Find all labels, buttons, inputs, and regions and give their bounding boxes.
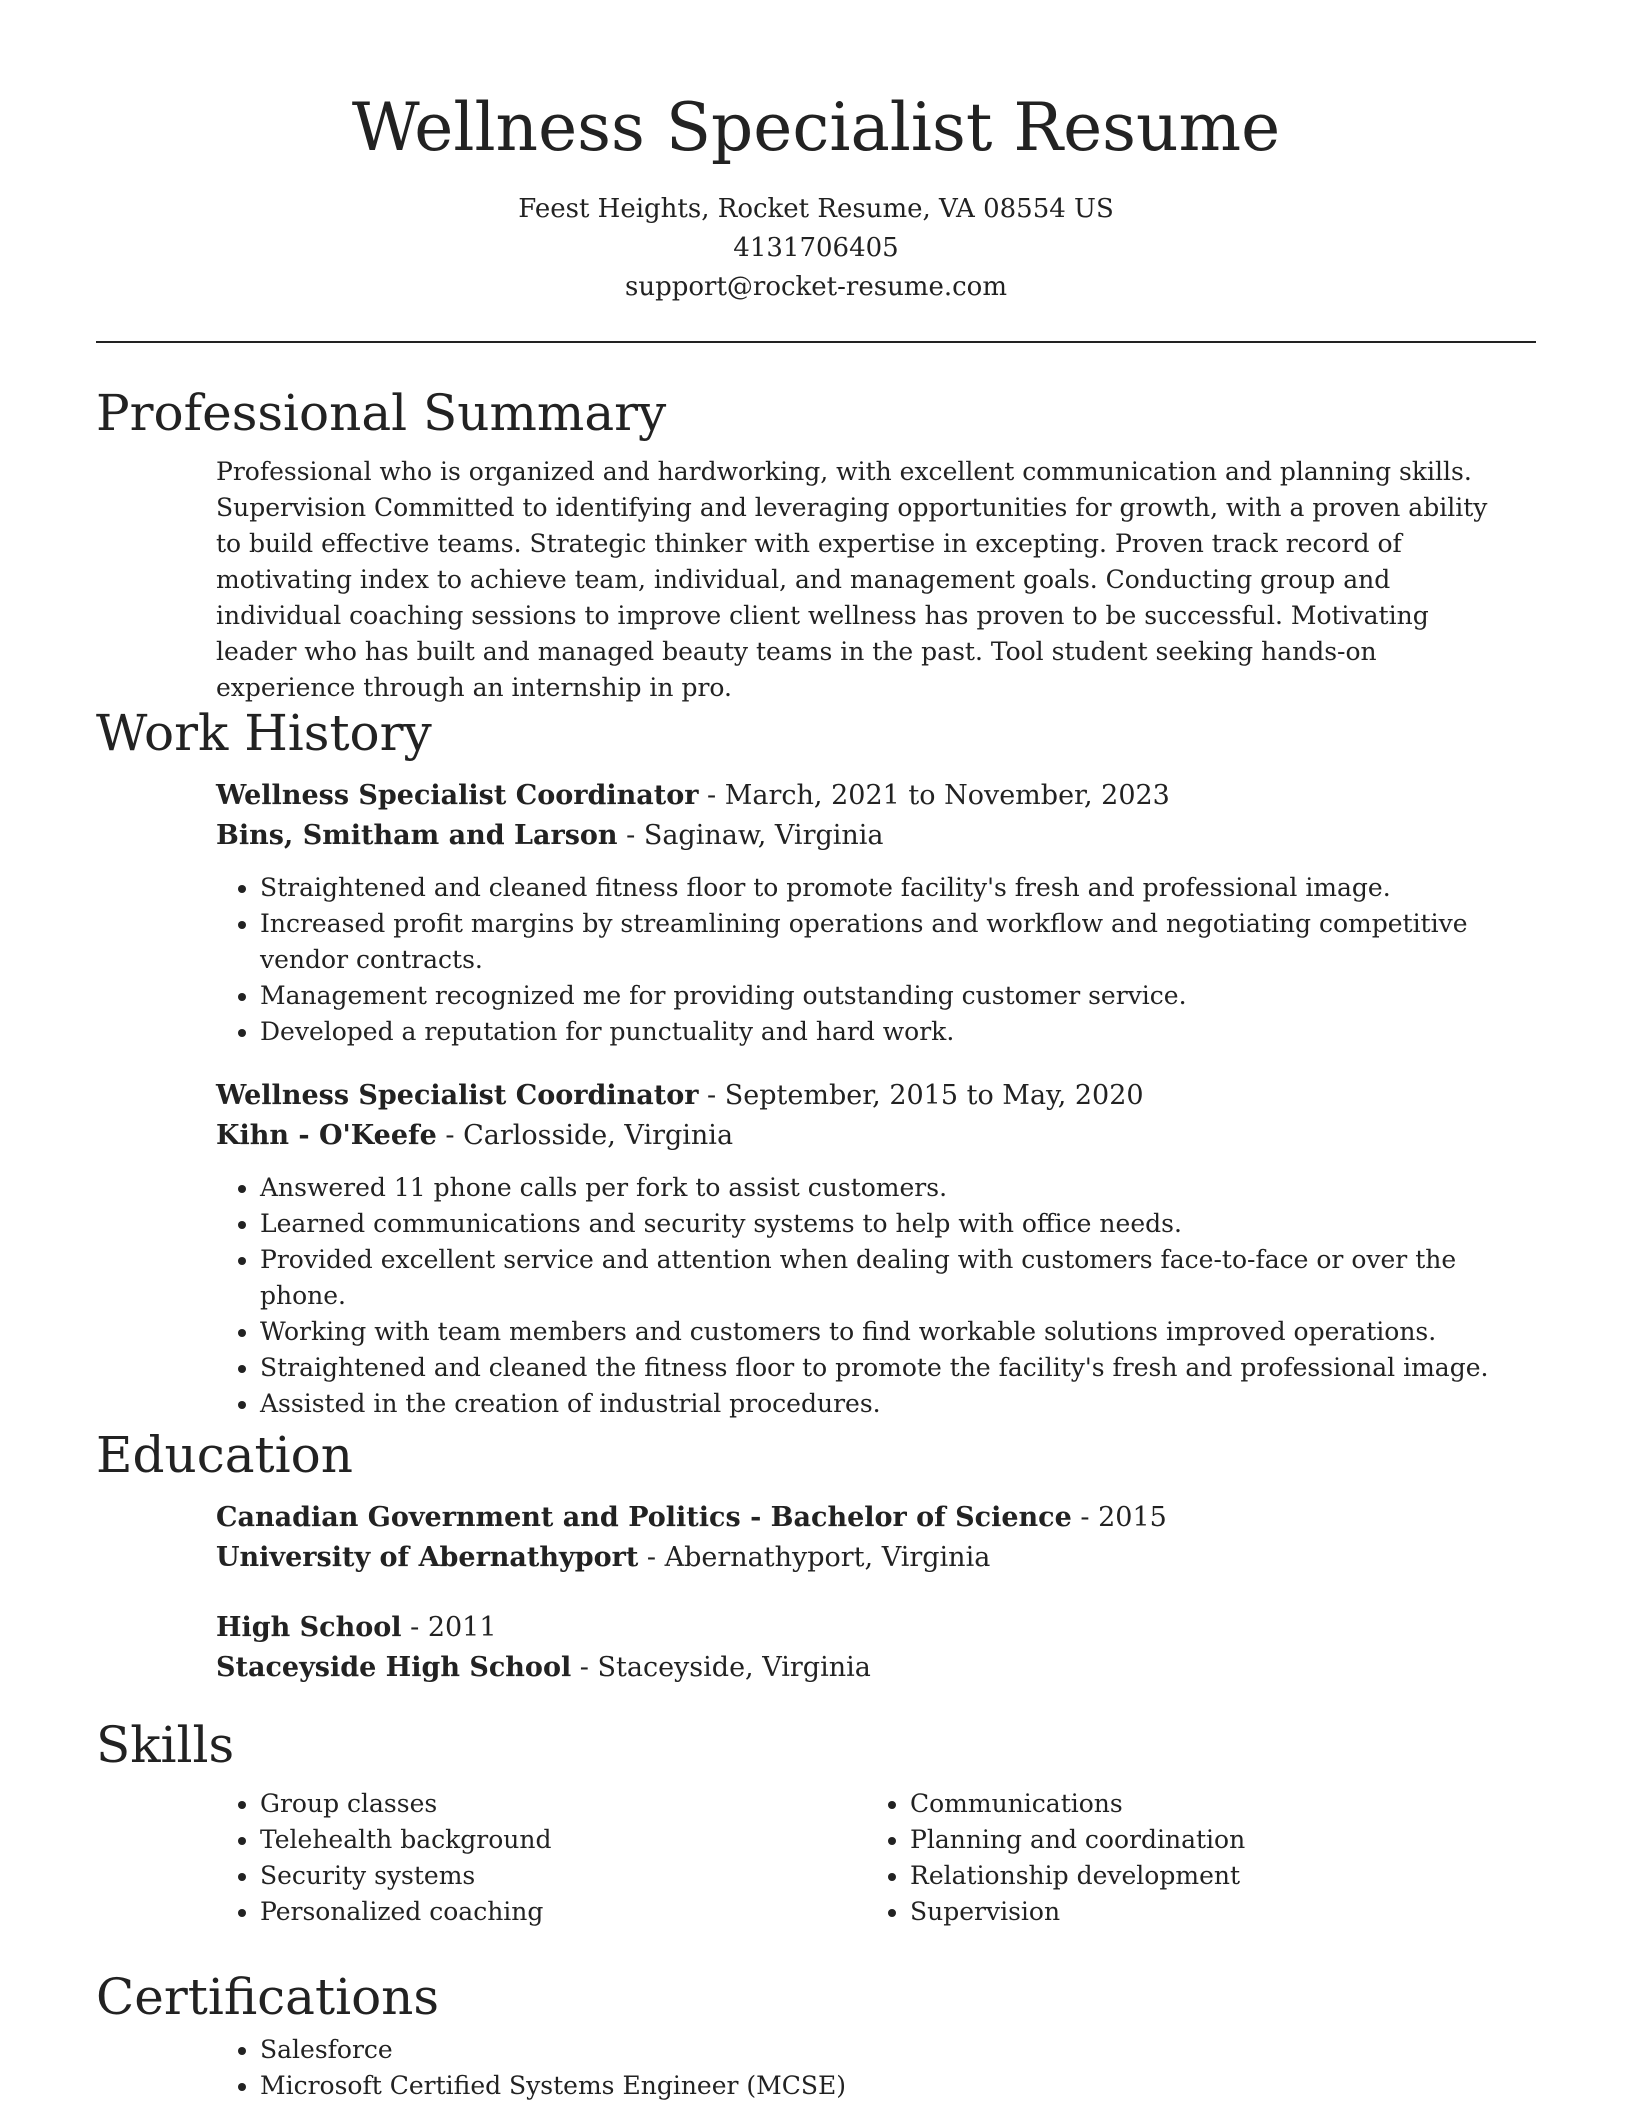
job-company: Kihn - O'Keefe [216, 1120, 437, 1151]
list-item: • Answered 11 phone calls per fork to assist customers. [260, 1170, 1516, 1206]
work-heading: Work History [96, 704, 432, 762]
education-section [96, 1422, 1536, 1688]
list-item: • Planning and coordination [910, 1822, 1516, 1858]
degree: High School [216, 1612, 402, 1643]
summary-body [216, 454, 1516, 706]
job-location: - Carlosside, Virginia [436, 1120, 734, 1151]
job-title: Wellness Specialist Coordinator [216, 780, 699, 811]
certifications-section [96, 1964, 1536, 2104]
degree-year: - 2015 [1071, 1502, 1167, 1533]
school: University of Abernathyport [216, 1542, 639, 1573]
job-title-line [216, 1076, 1516, 1116]
job-dates: - March, 2021 to November, 2023 [698, 780, 1170, 811]
list-item: • Working with team members and customers to find workable solutions improved operations. [260, 1314, 1516, 1350]
list-item: • Telehealth background [260, 1822, 866, 1858]
skills-section [96, 1712, 1536, 1930]
resume-header [0, 0, 1632, 307]
summary-section [96, 380, 1536, 706]
job-bullets [216, 1170, 1516, 1422]
job-title: Wellness Specialist Coordinator [216, 1080, 699, 1111]
job-dates: - September, 2015 to May, 2020 [698, 1080, 1144, 1111]
contact-email: support@rocket-resume.com [624, 272, 1007, 302]
degree: Canadian Government and Politics - Bachelor of Science [216, 1502, 1072, 1533]
summary-text: Professional who is organized and hardworking, with excellent communication and planning skills. Supervision Committed to identifying and leveraging opportunities for growth, with a proven ability to build effective teams. Strategic thinker with expertise in excepting. Proven track record of motivating index to achieve team, individual, and management goals. Conducting group and individual coaching sessions to improve client wellness has proven to be successful. Motivating leader who has built and managed beauty teams in the past. Tool student seeking hands-on experience through an internship in pro. [216, 457, 1488, 702]
list-item: • Relationship development [910, 1858, 1516, 1894]
degree-line [216, 1498, 1516, 1538]
job-company-line [216, 1116, 1516, 1156]
contact-address: Feest Heights, Rocket Resume, VA 08554 US [518, 194, 1114, 224]
list-item: • Straightened and cleaned fitness floor to promote facility's fresh and professional image. [260, 870, 1516, 906]
list-item: • Personalized coaching [260, 1894, 866, 1930]
job-bullets [216, 870, 1516, 1050]
list-item: • Security systems [260, 1858, 866, 1894]
contact-block [0, 190, 1632, 307]
list-item: • Provided excellent service and attention when dealing with customers face-to-face or over the phone. [260, 1242, 1516, 1314]
skills-column-right [866, 1784, 1516, 1930]
skills-column-left [216, 1784, 866, 1930]
job-entry [216, 776, 1516, 1050]
school-line [216, 1648, 1516, 1688]
job-company-line [216, 816, 1516, 856]
degree-year: - 2011 [401, 1612, 497, 1643]
school: Staceyside High School [216, 1652, 572, 1683]
school-line [216, 1538, 1516, 1578]
school-location: - Abernathyport, Virginia [638, 1542, 991, 1573]
job-entry [216, 1076, 1516, 1422]
list-item: • Increased profit margins by streamlining operations and workflow and negotiating competitive vendor contracts. [260, 906, 1516, 978]
skills-list-right [866, 1786, 1516, 1930]
list-item: • Salesforce [260, 2032, 1516, 2068]
work-section [96, 700, 1536, 1422]
list-item: • Assisted in the creation of industrial procedures. [260, 1386, 1516, 1422]
skills-heading: Skills [96, 1716, 235, 1774]
list-item: • Microsoft Certified Systems Engineer (MCSE) [260, 2068, 1516, 2104]
education-entry [216, 1608, 1516, 1688]
school-location: - Staceyside, Virginia [571, 1652, 871, 1683]
job-company: Bins, Smitham and Larson [216, 820, 618, 851]
summary-heading: Professional Summary [96, 384, 667, 442]
education-heading: Education [96, 1426, 353, 1484]
list-item: • Straightened and cleaned the fitness floor to promote the facility's fresh and professional image. [260, 1350, 1516, 1386]
list-item: • Developed a reputation for punctuality and hard work. [260, 1014, 1516, 1050]
list-item: • Supervision [910, 1894, 1516, 1930]
certifications-list [216, 2032, 1516, 2104]
skills-list-left [216, 1786, 866, 1930]
degree-line [216, 1608, 1516, 1648]
skills-grid [216, 1784, 1516, 1930]
list-item: • Management recognized me for providing outstanding customer service. [260, 978, 1516, 1014]
certifications-heading: Certifications [96, 1968, 440, 2026]
list-item: • Communications [910, 1786, 1516, 1822]
job-title-line [216, 776, 1516, 816]
job-location: - Saginaw, Virginia [617, 820, 884, 851]
list-item: • Group classes [260, 1786, 866, 1822]
list-item: • Learned communications and security systems to help with office needs. [260, 1206, 1516, 1242]
certifications-body [216, 2032, 1516, 2104]
header-divider [96, 341, 1536, 343]
education-entry [216, 1498, 1516, 1578]
resume-title: Wellness Specialist Resume [351, 89, 1281, 166]
contact-phone: 4131706405 [733, 233, 899, 263]
